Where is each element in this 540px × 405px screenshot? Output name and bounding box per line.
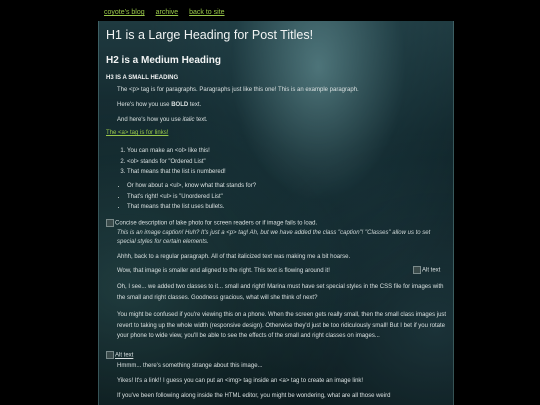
ol-item: 2. <ol> stands for "Ordered List" [127,157,226,168]
small-right-image-alt: Alt text [422,267,441,274]
lake-image [106,219,317,227]
image-link[interactable] [106,351,133,359]
paragraph-yikes: Yikes! It's a link!! I guess you can put an <img> tag inside an <a> tag to create an image link! [117,378,364,384]
nav-link-archive[interactable]: archive [155,9,179,16]
paragraph-strange: Hmmm... there's something strange about this image... [117,363,263,369]
ol-item: 1. You can make an <ol> like this! [127,146,226,157]
ordered-list [127,146,226,178]
nav-link-blog[interactable]: coyote's blog [104,9,145,16]
medium-heading: H2 is a Medium Heading [106,55,222,66]
paragraph-bold [117,102,201,108]
image-caption: This is an image caption! Huh? It's just a <p> tag! Ah, but we have added the class "caption"! "Classes" allow us to set special styles for certain elements. [117,230,431,245]
bold-pre: Here's how you use [117,102,172,108]
post-title: H1 is a Large Heading for Post Titles! [106,28,314,42]
top-nav [104,7,234,19]
ul-item: • Or how about a <ul>, know what that stands for? [127,181,256,192]
broken-image-icon [106,351,114,359]
ul-item: • That means that the list uses bullets. [127,202,256,213]
italic-post: text. [194,117,208,123]
paragraph-responsive: You might be confused if you're viewing this on a phone. When the screen gets really small, then the small class images just revert to taking up the whole width (responsive design). Otherwise they'd just be too ridiculously small! But I bet if you rotate your phone to wide view, you'll be able to see the effects of the small and right classes on images... [117,312,447,339]
link-example[interactable]: The <a> tag is for links! [106,130,169,136]
paragraph-flow: Wow, that image is smaller and aligned to the right. This text is flowing around it! [117,268,330,274]
lake-image-alt: Concise description of lake photo for screen readers or if image fails to load. [115,220,318,227]
image-link-alt: Alt text [115,352,134,359]
nav-link-back-to-site[interactable]: back to site [189,9,225,16]
broken-image-icon [413,266,421,274]
ul-item: • That's right! <ul> is "Unordered List" [127,192,256,203]
italic-word: italic [182,117,195,123]
paragraph-regular: Ahhh, back to a regular paragraph. All of that italicized text was making me a bit hoarse. [117,254,351,260]
small-right-image [413,266,440,274]
bold-word: BOLD [171,102,189,108]
paragraph-editor: If you've been following along inside the HTML editor, you might be wondering, what are all those weird [117,393,391,399]
paragraph-classes: Oh, I see... we added two classes to it... small and right! Marina must have set special styles in the CSS file for images with the small and right classes. Goodness gracious, what will she think of next? [117,284,444,301]
italic-pre: And here's how you use [117,117,183,123]
small-heading: H3 IS A SMALL HEADING [106,75,179,81]
broken-image-icon [106,219,114,227]
paragraph-intro: The <p> tag is for paragraphs. Paragraphs just like this one! This is an example paragraph. [117,87,359,93]
post-panel [98,21,454,405]
unordered-list [127,181,256,213]
bold-post: text. [188,102,202,108]
ol-item: 3. That means that the list is numbered! [127,167,226,178]
paragraph-italic [117,117,208,123]
